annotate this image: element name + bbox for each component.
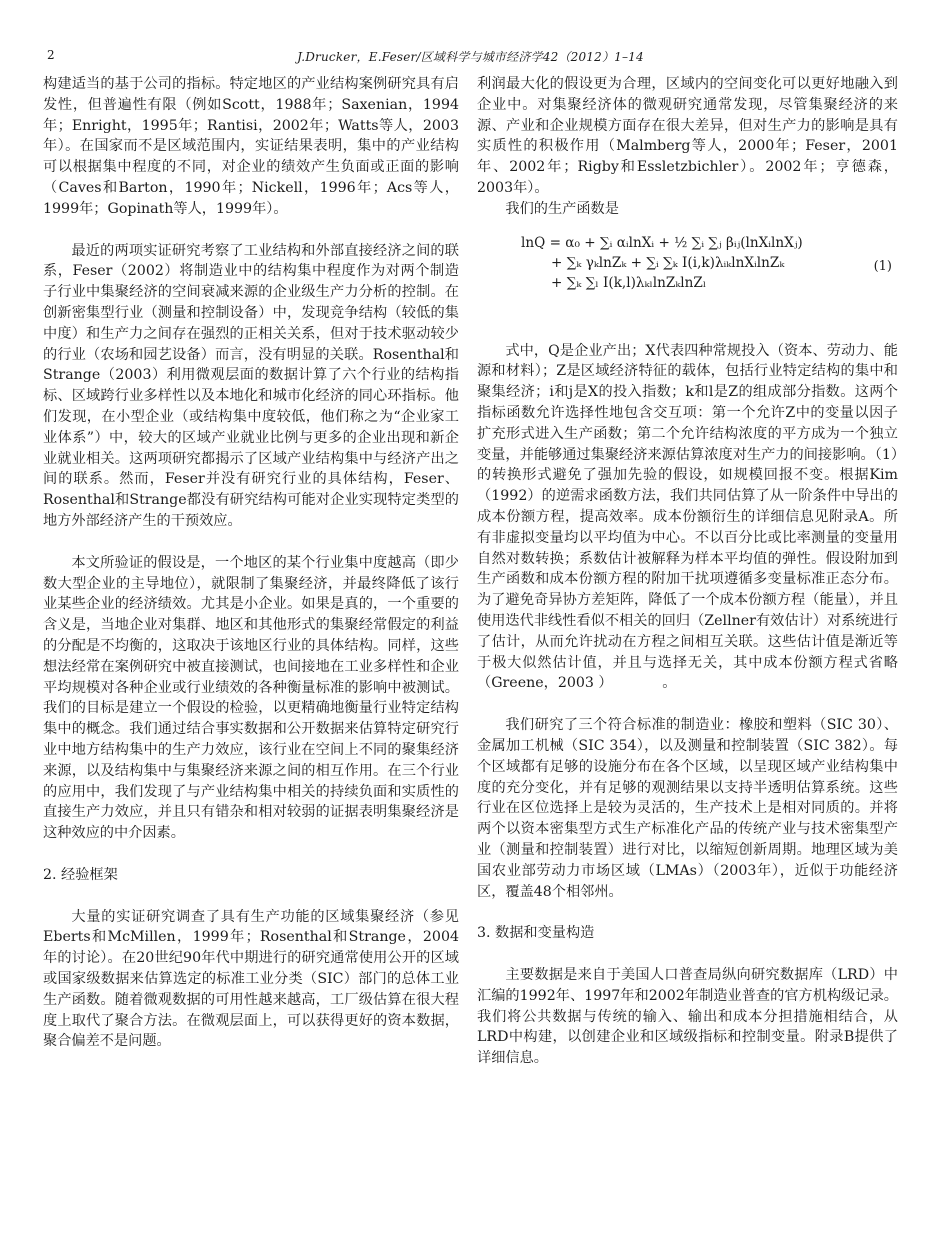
paragraph-continued: 利润最大化的假设更为合理，区域内的空间变化可以更好地融入到企业中。对集聚经济体的微观研究通常发现，尽管集聚经济的来源、产业和企业规模方面存在很大差异，但对生产力的影响是具有实质性的积极作用（Malmberg等人，2000年；Feser，2001年、2002年；Rigby和Essletzbichler）。2002年；亨德森，2003年）。 <box>477 76 898 196</box>
section-heading-data-variables: 3. 数据和变量构造 <box>477 925 595 942</box>
paragraph: 大量的实证研究调查了具有生产功能的区域集聚经济（参见Eberts和McMillen，1999年；Rosenthal和Strange，2004年的讨论）。在20世纪90年代中期进行的研究通常使用公开的区域或国家级数据来估算选定的标准工业分类（SIC）部门的总体工业生产函数。随着微观数据的可用性越来越高，工厂级估算在很大程度上取代了聚合方法。在微观层面上，可以获得更好的资本数据，聚合偏差不是问题。 <box>43 908 459 1050</box>
section-heading-empirical-framework: 2. 经验框架 <box>43 866 118 883</box>
equation-line-2: + ∑ₖ γₖlnZₖ + ∑ᵢ ∑ₖ I(i,k)λᵢₖlnXᵢlnZₖ <box>551 254 785 271</box>
paragraph: 式中，Q是企业产出；X代表四种常规投入（资本、劳动力、能源和材料）；Z是区域经济特征的载体，包括行业特定结构的集中和聚集经济；i和j是X的投入指数；k和l是Z的组成部分指数。这两个指标函数允许选择性地包含交互项：第一个允许Z中的变量以因子扩充形式进入生产函数；第二个允许结构浓度的平方成为一个独立变量，并能够通过集聚经济来源估算浓度对生产力的间接影响。（1）的转换形式避免了强加先验的假设，如规模回报不变。根据Kim（1992）的逆需求函数方法，我们共同估算了从一阶条件中导出的成本份额方程，提高效率。成本份额衍生的详细信息见附录A。所有非虚拟变量均以平均值为中心。不以百分比或比率测量的变量用自然对数转换；系数估计被解释为样本平均值的弹性。假设附加到生产函数和成本份额方程的附加干扰项遵循多变量标准正态分布。为了避免奇异协方差矩阵，降低了一个成本份额方程（能量），并且使用迭代非线性看似不相关的回归（Zellner有效估计）对系统进行了估计，从而允许扰动在方程之间相互关联。这些估计值是渐近等于极大似然估计值，并且与选择无关，其中成本份额方程式省略（Greene，2003 ） 。 <box>477 342 898 692</box>
page-number: 2 <box>47 48 55 62</box>
page-header <box>43 48 898 66</box>
production-function-equation <box>477 233 898 293</box>
paragraph: 最近的两项实证研究考察了工业结构和外部直接经济之间的联系，Feser（2002）将制造业中的结构集中程度作为对两个制造子行业中集聚经济的空间衰减来源的企业级生产力分析的控制。在创新密集型行业（测量和控制设备）中，发现竞争结构（较低的集中度）和生产力之间存在强烈的正相关关系，但对于技术驱动较少的行业（农场和园艺设备）而言，没有明显的关联。Rosenthal和Strange（2003）利用微观层面的数据计算了六个行业的结构指标、区域跨行业多样性以及本地化和城市化经济的同心环指标。他们发现，在小型企业（或结构集中度较低，他们称之为“企业家工业体系”）中，较大的区域产业就业比例与更多的企业出现和新企业就业相关。这两项研究都揭示了区域产业结构集中与经济产出之间的联系。然而，Feser并没有研究行业的具体结构，Feser、Rosenthal和Strange都没有研究结构可能对企业实现特定类型的地方外部经济产生的干预效应。 <box>43 242 459 529</box>
right-column <box>477 74 898 1069</box>
equation-line-1: lnQ = α₀ + ∑ᵢ αᵢlnXᵢ + ½ ∑ᵢ ∑ⱼ βᵢⱼ(lnXᵢlnXⱼ) <box>521 234 803 251</box>
paragraph: 本文所验证的假设是，一个地区的某个行业集中度越高（即少数大型企业的主导地位），就限制了集聚经济，并最终降低了该行业某些企业的经济绩效。尤其是小企业。如果是真的，一个重要的含义是，当地企业对集群、地区和其他形式的集聚经常假定的利益的分配是不均衡的，这取决于该地区行业的具体结构。同样，这些想法经常在案例研究中被直接测试，也间接地在工业多样性和企业平均规模对各种企业或行业绩效的各种衡量标准的影响中被测试。我们的目标是建立一个假设的检验，以更精确地衡量行业特定结构集中的概念。我们通过结合事实数据和公开数据来估算特定研究行业中地方结构集中的生产力效应，该行业在空间上不同的聚集经济来源，以及结构集中与集聚经济来源之间的相互作用。在三个行业的应用中，我们发现了与产业结构集中相关的持续负面和实质性的直接生产力效应，并且只有错杂和相对较弱的证据表明集聚经济是这种效应的中介因素。 <box>43 554 459 842</box>
paragraph: 主要数据是来自于美国人口普查局纵向研究数据库（LRD）中汇编的1992年、1997年和2002年制造业普查的官方机构级记录。我们将公共数据与传统的输入、输出和成本分担措施相结合，从LRD中构建，以创建企业和区域级指标和控制变量。附录B提供了详细信息。 <box>477 967 898 1067</box>
paragraph-continued: 构建适当的基于公司的指标。特定地区的产业结构案例研究具有启发性，但普遍性有限（例如Scott，1988年；Saxenian，1994年；Enright，1995年；Rantisi，2002年；Watts等人，2003年）。在国家而不是区域范围内，实证结果表明，集中的产业结构可以根据集中程度的不同，对企业的绩效产生负面或正面的影响（Caves和Barton，1990年；Nickell，1996年；Acs等人，1999年；Gopinath等人，1999年）。 <box>43 76 459 217</box>
running-title: J.Drucker，E.Feser/区域科学与城市经济学42（2012）1–14 <box>297 50 644 64</box>
paragraph-equation-lead: 我们的生产函数是 <box>505 200 619 217</box>
equation-number: (1) <box>873 258 892 274</box>
equation-line-3: + ∑ₖ ∑ₗ I(k,l)λₖₗlnZₖlnZₗ <box>551 274 707 291</box>
left-column <box>43 74 459 1052</box>
paragraph: 我们研究了三个符合标准的制造业：橡胶和塑料（SIC 30）、金属加工机械（SIC 354），以及测量和控制装置（SIC 382）。每个区域都有足够的设施分布在各个区域，以呈现区域产业结构集中度的充分变化，并有足够的观测结果以支持半透明估算系统。这些行业在区位选择上是较为灵活的，生产技术上是相对同质的。并将两个以资本密集型方式生产标准化产品的传统产业与技术密集型产业（测量和控制装置）进行对比，以缩短创新周期。地理区域为美国农业部劳动力市场区域（LMAs）（2003年），近似于功能经济区，覆盖48个相邻州。 <box>477 717 898 900</box>
